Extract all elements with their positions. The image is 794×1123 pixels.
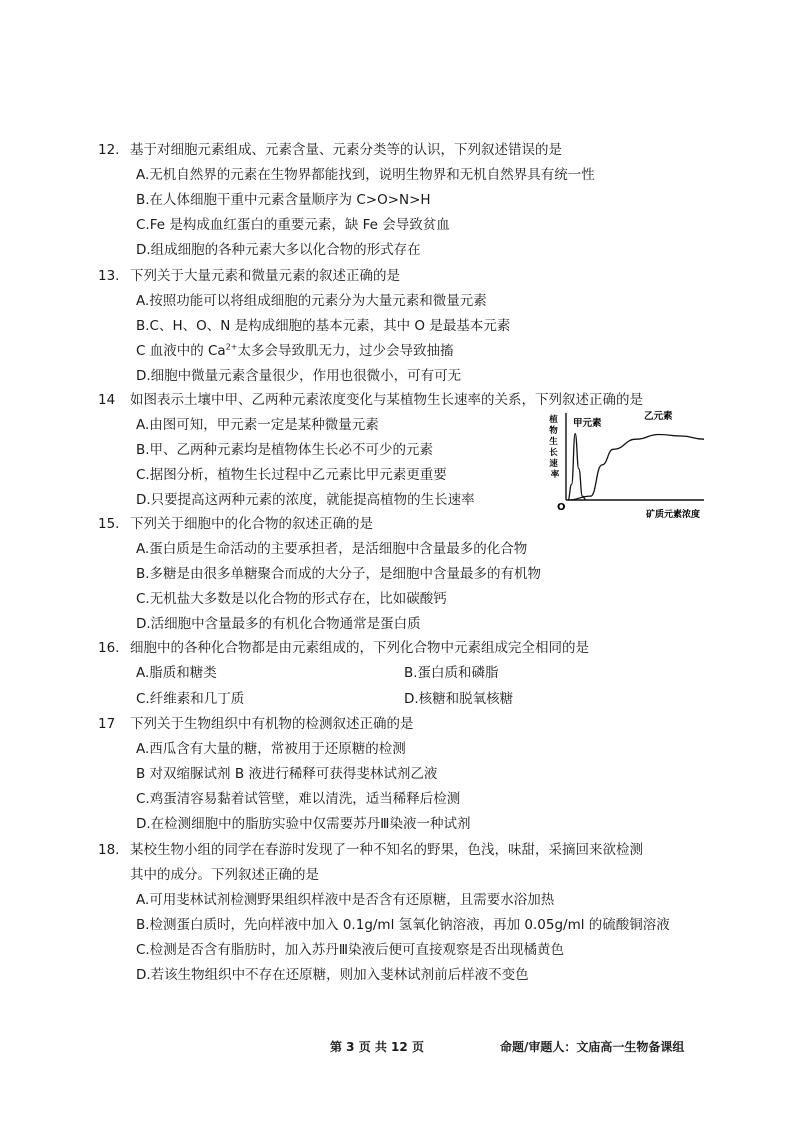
option-b: B.蛋白质和磷脂 [404,665,499,681]
option-a: A.可用斐林试剂检测野果组织样液中是否含有还原糖，且需要水浴加热 [136,892,555,908]
question-stem: 基于对细胞元素组成、元素含量、元素分类等的认识，下列叙述错误的是 [130,142,562,158]
x-axis-label: 矿质元素浓度 [646,510,701,520]
question-18 [98,838,758,988]
option-c: C.检测是否含有脂肪时，加入苏丹Ⅲ染液后便可直接观察是否出现橘黄色 [136,942,565,958]
question-stem: 细胞中的各种化合物都是由元素组成的，下列化合物中元素组成完全相同的是 [130,640,589,656]
question-number: 16. [98,640,120,656]
question-number: 18. [98,842,120,858]
question-17 [98,712,738,836]
option-b: B 对双缩脲试剂 B 液进行稀释可获得斐林试剂乙液 [136,766,438,782]
option-c-rest: 太多会导致肌无力，过少会导致抽搐 [237,343,454,359]
growth-rate-chart [546,408,716,520]
question-stem-continued: 其中的成分。下列叙述正确的是 [130,867,319,883]
option-b: B.C、H、O、N 是构成细胞的基本元素，其中 O 是最基本元素 [136,318,511,334]
series-line-jia [568,434,586,500]
question-stem: 某校生物小组的同学在春游时发现了一种不知名的野果，色浅，味甜，采摘回来欲检测 [130,842,643,858]
option-b: B.甲、乙两种元素均是植物体生长必不可少的元素 [136,442,434,458]
question-number: 17 [98,716,116,732]
option-d: D.活细胞中含量最多的有机化合物通常是蛋白质 [136,616,421,632]
option-a: A.无机自然界的元素在生物界都能找到，说明生物界和无机自然界具有统一性 [136,167,595,183]
question-stem: 如图表示土壤中甲、乙两种元素浓度变化与某植物生长速率的关系，下列叙述正确的是 [130,392,643,408]
option-d: D.只要提高这两种元素的浓度，就能提高植物的生长速率 [136,492,475,508]
question-stem: 下列关于生物组织中有机物的检测叙述正确的是 [130,716,414,732]
question-number: 14 [98,392,116,408]
option-d: D.组成细胞的各种元素大多以化合物的形式存在 [136,242,421,258]
option-b: B.多糖是由很多单糖聚合而成的大分子，是细胞中含量最多的有机物 [136,566,542,582]
option-b: B.在人体细胞干重中元素含量顺序为 C>O>N>H [136,192,431,208]
option-b: B.检测蛋白质时，先向样液中加入 0.1g/ml 氢氧化钠溶液，再加 0.05g/ml 的硫酸铜溶液 [136,917,670,933]
question-number: 12. [98,142,120,158]
option-d: D.在检测细胞中的脂肪实验中仅需要苏丹Ⅲ染液一种试剂 [136,816,471,832]
question-16 [98,636,738,712]
option-c: C.Fe 是构成血红蛋白的重要元素，缺 Fe 会导致贫血 [136,217,450,233]
question-stem: 下列关于细胞中的化合物的叙述正确的是 [130,516,373,532]
series-label-yi: 乙元素 [644,411,673,422]
option-c: C.鸡蛋清容易黏着试管壁，难以清洗，适当稀释后检测 [136,791,461,807]
question-number: 13. [98,268,120,284]
option-c-text: C 血液中的 Ca [136,343,226,359]
option-d: D.细胞中微量元素含量很少，作用也很微小，可有可无 [136,368,462,384]
series-line-yi [568,435,704,501]
question-13 [98,264,738,388]
option-d: D.核糖和脱氧核糖 [404,691,514,707]
option-a: A.由图可知，甲元素一定是某种微量元素 [136,417,379,433]
option-c: C.据图分析，植物生长过程中乙元素比甲元素更重要 [136,467,447,483]
author-credit: 命题/审题人：文庙高一生物备课组 [500,1040,685,1054]
question-stem: 下列关于大量元素和微量元素的叙述正确的是 [130,268,400,284]
option-a: A.蛋白质是生命活动的主要承担者，是活细胞中含量最多的化合物 [136,541,528,557]
page-number: 第 3 页 共 12 页 [330,1040,424,1054]
option-c: C.无机盐大多数是以化合物的形式存在，比如碳酸钙 [136,591,447,607]
y-axis-label: 植 物 生 长 速 率 [549,415,560,480]
option-a: A.脂质和糖类 [136,665,217,681]
option-a: A.按照功能可以将组成细胞的元素分为大量元素和微量元素 [136,293,487,309]
series-label-jia: 甲元素 [573,418,602,429]
option-c: C.纤维素和几丁质 [136,691,245,707]
question-15 [98,512,738,636]
option-c [136,339,454,364]
question-number: 15. [98,516,120,532]
question-12 [98,138,738,262]
option-a: A.西瓜含有大量的糖，常被用于还原糖的检测 [136,741,406,757]
superscript: 2+ [225,342,238,352]
origin-label: O [557,502,566,513]
option-d: D.若该生物组织中不存在还原糖，则加入斐林试剂前后样液不变色 [136,967,529,983]
